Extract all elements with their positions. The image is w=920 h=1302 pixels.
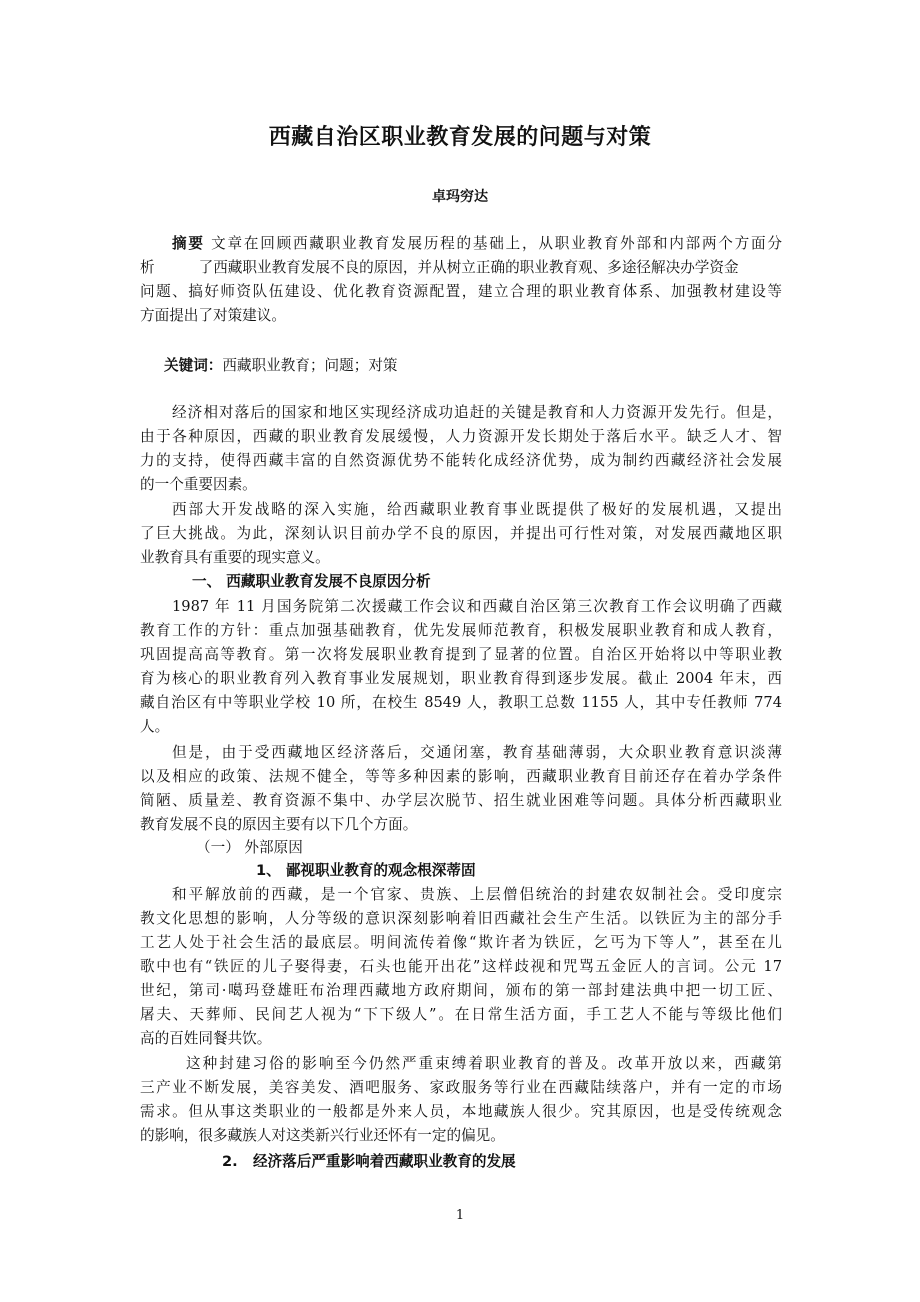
abstract-line: 析 了西藏职业教育发展不良的原因，并从树立正确的职业教育观、多途径解决办学资金 [140,259,739,276]
paragraph-line: 工艺人处于社会生活的最底层。明间流传着像“欺许者为铁匠，乞丐为下等人”，甚至在儿 [140,934,782,951]
paragraph-line: 由于各种原因，西藏的职业教育发展缓慢，人力资源开发长期处于落后水平。缺乏人才、智 [140,428,782,445]
abstract-label: 摘要 [172,235,205,252]
keywords-line [140,354,782,378]
subsection-heading: 2. 经济落后严重影响着西藏职业教育的发展 [222,1153,516,1170]
section-heading: 一、 西藏职业教育发展不良原因分析 [192,573,431,590]
document-author: 卓玛穷达 [432,189,488,205]
paragraph-line: 了巨大挑战。为此，深刻认识目前办学不良的原因，并提出可行性对策，对发展西藏地区职 [140,525,782,542]
paragraph-line: 这种封建习俗的影响至今仍然严重束缚着职业教育的普及。改革开放以来，西藏第 [186,1055,782,1072]
paragraph-line: 业教育具有重要的现实意义。 [140,549,330,566]
keywords-label: 关键词： [164,357,223,374]
page-number: 1 [455,1208,465,1223]
paragraph-line: 教育工作的方针：重点加强基础教育，优先发展师范教育，积极发展职业教育和成人教育， [140,622,782,639]
paragraph-line: 教文化思想的影响，人分等级的意识深刻影响着旧西藏社会生产生活。以铁匠为主的部分手 [140,910,782,927]
abstract-line: 问题、搞好师资队伍建设、优化教育资源配置，建立合理的职业教育体系、加强教材建设等 [140,283,782,300]
paragraph-line: 需求。但从事这类职业的一般都是外来人员，本地藏族人很少。究其原因，也是受传统观念 [140,1103,782,1120]
paragraph-line: 藏自治区有中等职业学校 10 所，在校生 8549 人，教职工总数 1155 人，其中专任教师 774 [140,694,782,711]
paragraph-line: 和平解放前的西藏，是一个官家、贵族、上层僧侣统治的封建农奴制社会。受印度宗 [172,886,782,903]
paragraph-line: 教育发展不良的原因主要有以下几个方面。 [140,816,418,833]
paragraph-line: 西部大开发战略的深入实施，给西藏职业教育事业既提供了极好的发展机遇，又提出 [172,501,782,518]
paragraph-line: 以及相应的政策、法规不健全，等等多种因素的影响，西藏职业教育目前还存在着办学条件 [140,768,782,785]
paragraph-line: 简陋、质量差、教育资源不集中、办学层次脱节、招生就业困难等问题。具体分析西藏职业 [140,792,782,809]
paragraph-line: 三产业不断发展，美容美发、酒吧服务、家政服务等行业在西藏陆续落户，并有一定的市场 [140,1079,782,1096]
document-title: 西藏自治区职业教育发展的问题与对策 [268,125,652,150]
subsection-heading: （一） 外部原因 [196,839,303,856]
paragraph-line: 世纪，第司·噶玛登雄旺布治理西藏地方政府期间，颁布的第一部封建法典中把一切工匠、 [140,982,782,999]
paragraph-line: 巩固提高高等教育。第一次将发展职业教育提到了显著的位置。自治区开始将以中等职业教 [140,646,782,663]
subsection-heading: 1、 鄙视职业教育的观念根深蒂固 [256,862,476,879]
keywords-value: 西藏职业教育；问题；对策 [222,357,398,374]
paragraph-line: 育为核心的职业教育列入教育事业发展规划，职业教育得到逐步发展。截止 2004 年末，西 [140,670,782,687]
paragraph-line: 屠夫、天葬师、民间艺人视为“下下级人”。在日常生活方面，手工艺人不能与等级比他们 [140,1006,782,1023]
paragraph-line: 但是，由于受西藏地区经济落后，交通闭塞，教育基础薄弱，大众职业教育意识淡薄 [172,744,782,761]
paragraph-line: 歌中也有“铁匠的儿子娶得妻，石头也能开出花”这样歧视和咒骂五金匠人的言词。公元 17 [140,958,782,975]
paragraph-line: 的一个重要因素。 [140,476,257,493]
paragraph-line: 高的百姓同餐共饮。 [140,1030,272,1047]
paragraph-line: 的影响，很多藏族人对这类新兴行业还怀有一定的偏见。 [140,1127,505,1144]
abstract-line: 摘要 文章在回顾西藏职业教育发展历程的基础上，从职业教育外部和内部两个方面分 [172,235,782,252]
abstract-line: 方面提出了对策建议。 [140,307,286,324]
paragraph-line: 1987 年 11 月国务院第二次援藏工作会议和西藏自治区第三次教育工作会议明确了西藏 [172,598,782,615]
paragraph-line: 力的支持，使得西藏丰富的自然资源优势不能转化成经济优势，成为制约西藏经济社会发展 [140,452,782,469]
paragraph-line: 人。 [140,718,170,735]
paragraph-line: 经济相对落后的国家和地区实现经济成功追赶的关键是教育和人力资源开发先行。但是， [172,404,782,421]
